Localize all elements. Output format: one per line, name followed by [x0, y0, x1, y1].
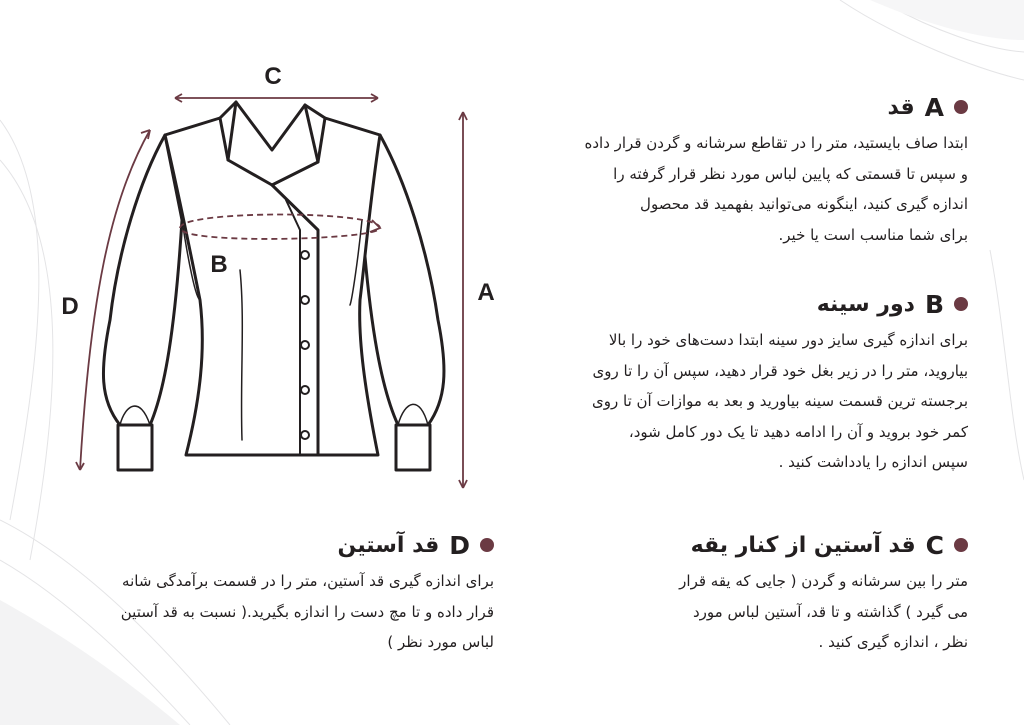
section-c-line: متر را بین سرشانه و گردن ( جایی که یقه قرار: [679, 572, 968, 590]
section-d-body: [36, 566, 494, 658]
section-d-title: قد آستین: [337, 532, 440, 558]
section-a-line: برای شما مناسب است یا خیر.: [778, 225, 968, 244]
section-a-line: ابتدا صاف بایستید، متر را در تقاطع سرشانه و گردن قرار داده: [584, 134, 968, 152]
section-b-bullet-icon: [954, 297, 968, 311]
section-a-heading: [520, 90, 968, 124]
diagram-label-a: A: [477, 279, 495, 306]
section-b-body: [520, 325, 968, 478]
section-c: [560, 528, 968, 658]
section-b: [520, 287, 968, 478]
section-d-line: قرار داده و تا مچ دست را اندازه بگیرید.( نسبت به قد آستین: [120, 602, 494, 621]
section-c-bullet-icon: [954, 538, 968, 552]
section-a-title: قد: [887, 94, 915, 120]
section-a-line: و سپس تا قسمتی که پایین لباس مورد نظر قرار گرفته را: [613, 164, 968, 183]
section-c-line: نظر ، اندازه گیری کنید .: [818, 633, 968, 651]
section-d-letter: D: [449, 530, 470, 560]
section-c-body: [560, 566, 968, 658]
section-b-heading: [520, 287, 968, 321]
section-d: [36, 528, 494, 658]
section-c-heading: [560, 528, 968, 562]
section-d-line: لباس مورد نظر ): [387, 633, 494, 651]
section-d-heading: [36, 528, 494, 562]
section-a: [520, 90, 968, 250]
section-c-title: قد آستین از کنار یقه: [690, 532, 916, 558]
section-b-line: سپس اندازه را یادداشت کنید .: [778, 453, 968, 471]
section-b-letter: B: [924, 289, 944, 319]
section-b-line: برجسته ترین قسمت سینه بیاورید و بعد به موازات آن تا روی: [592, 392, 968, 410]
section-a-letter: A: [924, 92, 944, 122]
section-b-title: دور سینه: [816, 291, 915, 317]
section-d-bullet-icon: [480, 538, 494, 552]
diagram-label-b: B: [210, 251, 228, 278]
section-d-line: برای اندازه گیری قد آستین، متر را در قسمت برآمدگی شانه: [122, 572, 494, 590]
section-b-line: کمر خود بروید و آن را ادامه دهید تا یک دور کامل شود،: [628, 422, 968, 441]
section-c-letter: C: [925, 530, 944, 560]
section-b-line: برای اندازه گیری سایز دور سینه ابتدا دست‌های خود را بالا: [608, 331, 968, 349]
shirt-illustration: [103, 102, 444, 470]
section-a-body: [520, 128, 968, 250]
section-a-line: اندازه گیری کنید، اینگونه می‌توانید بفهمید قد محصول: [640, 195, 968, 213]
diagram-label-d: D: [61, 293, 79, 320]
section-b-line: بیاروید، متر را در زیر بغل خود قرار دهید، سپس آن را تا روی: [592, 361, 968, 380]
section-c-line: می گیرد ) گذاشته و تا قد، آستین لباس مورد: [692, 602, 968, 621]
diagram-label-c: C: [264, 63, 282, 90]
section-a-bullet-icon: [954, 100, 968, 114]
